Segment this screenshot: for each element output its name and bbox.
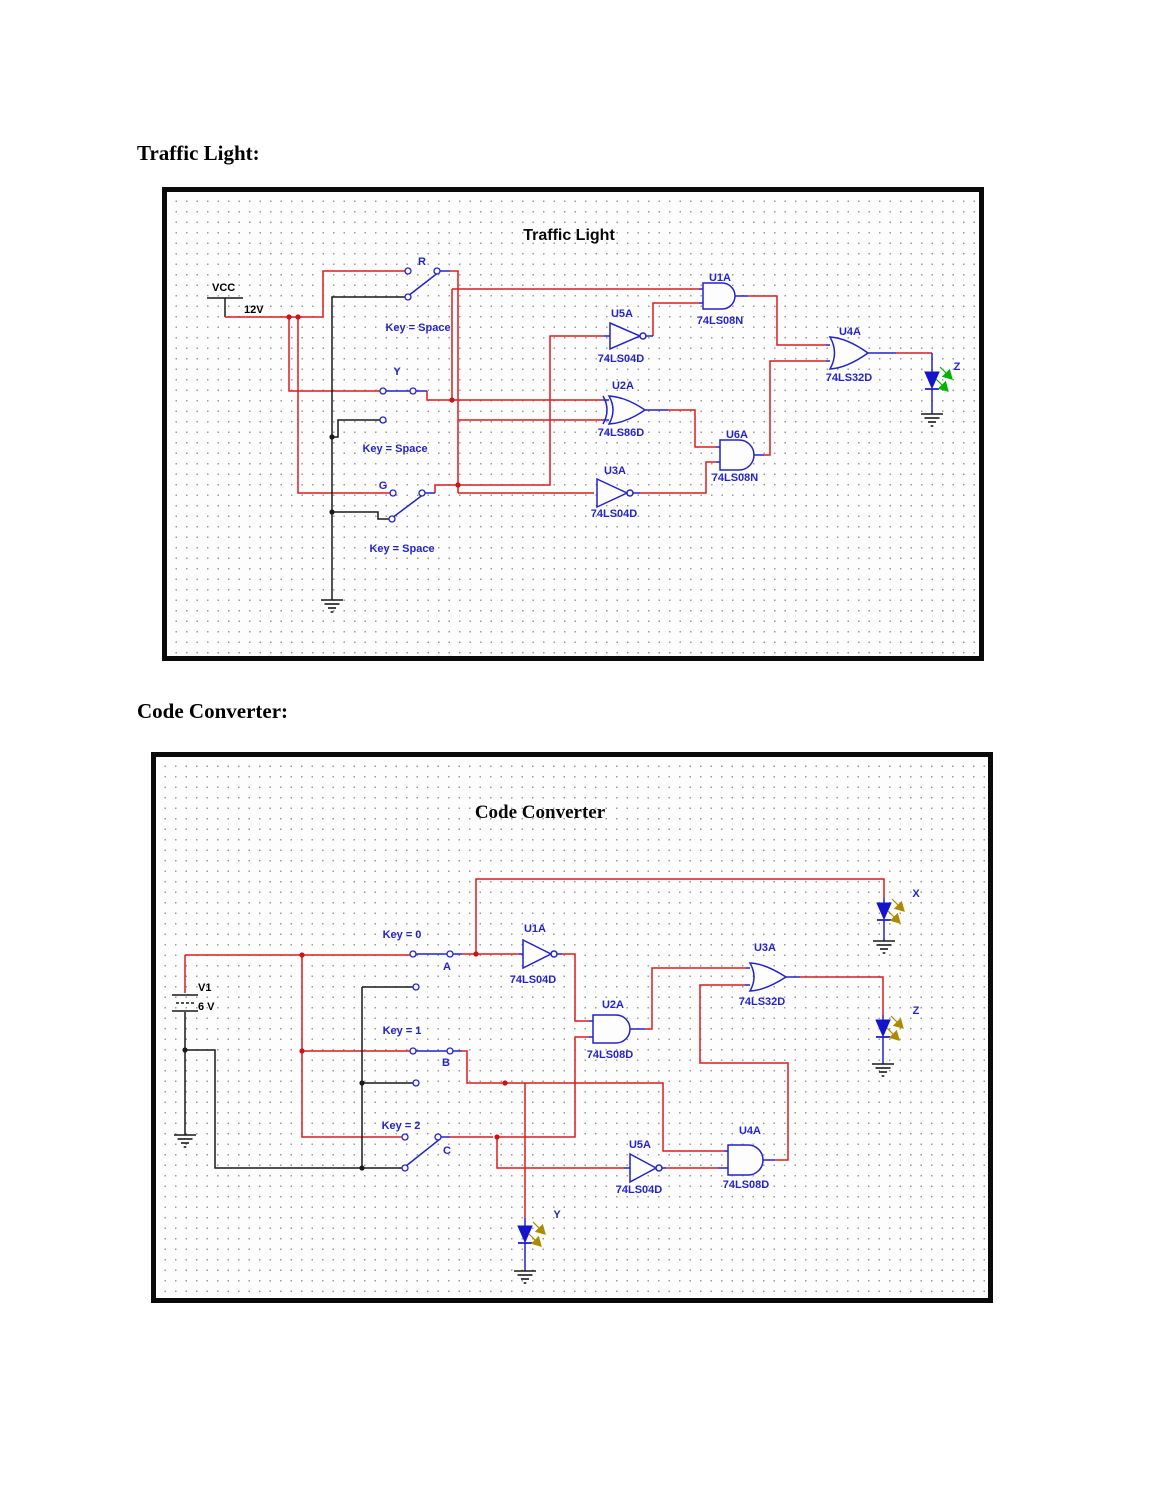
gate-ref: U6A <box>725 429 749 441</box>
gate-u4a-or <box>826 326 873 384</box>
switch-c <box>382 1120 451 1171</box>
led-z-label: Z <box>912 1005 920 1017</box>
gate-ref: U3A <box>753 942 777 954</box>
ground-symbol <box>873 941 895 953</box>
switch-g <box>369 480 434 555</box>
switch-g-name: G <box>378 480 388 492</box>
gate-part: 74LS08N <box>696 315 744 327</box>
code-converter-figure <box>151 752 993 1303</box>
switch-b <box>383 1025 453 1086</box>
gate-part: 74LS04D <box>590 508 638 520</box>
switch-a-name: A <box>443 961 451 973</box>
heading-code-converter: Code Converter: <box>137 699 289 723</box>
gate-ref: U1A <box>523 923 547 935</box>
gate-ref: U2A <box>611 380 635 392</box>
led-emission-arrows <box>936 367 952 391</box>
vcc-label: VCC <box>212 282 236 294</box>
gate-part: 74LS04D <box>615 1184 663 1196</box>
gate-u6a-and <box>712 429 759 484</box>
traffic-light-schematic <box>167 192 979 656</box>
heading-traffic-light: Traffic Light: <box>137 141 260 165</box>
switch-b-key: Key = 1 <box>382 1025 422 1037</box>
gate-ref: U5A <box>628 1139 652 1151</box>
traffic-light-figure <box>162 187 984 661</box>
gate-ref: U4A <box>738 1125 762 1137</box>
gate-part: 74LS86D <box>597 427 645 439</box>
switch-r-name: R <box>418 256 426 268</box>
gate-ref: U5A <box>610 308 634 320</box>
switch-a-key: Key = 0 <box>382 929 422 941</box>
gate-part: 74LS08D <box>586 1049 634 1061</box>
switch-y <box>362 366 427 455</box>
gate-ref: U3A <box>603 465 627 477</box>
code-converter-schematic <box>156 757 988 1298</box>
ground-symbol <box>321 600 343 612</box>
switch-c-key: Key = 2 <box>381 1120 421 1132</box>
ground-wires <box>185 987 413 1168</box>
ground-symbol <box>921 414 943 426</box>
switch-b-name: B <box>442 1057 450 1069</box>
vcc-source <box>207 282 264 317</box>
gate-part: 74LS04D <box>597 353 645 365</box>
ground-symbol <box>174 1135 196 1147</box>
gate-ref: U2A <box>601 999 625 1011</box>
switch-r <box>385 256 450 334</box>
traffic-light-title: Traffic Light <box>523 227 615 244</box>
switch-a <box>383 929 453 990</box>
ground-symbol <box>514 1271 536 1283</box>
gate-u1a-and <box>697 272 744 327</box>
ground-symbol <box>872 1064 894 1076</box>
gate-part: 74LS04D <box>509 974 557 986</box>
gate-part: 74LS08N <box>711 472 759 484</box>
gate-part: 74LS32D <box>738 996 786 1008</box>
switch-r-key: Key = Space <box>385 322 451 334</box>
vcc-voltage: 12V <box>244 304 264 316</box>
switch-y-name: Y <box>393 366 401 378</box>
switch-g-key: Key = Space <box>369 543 435 555</box>
switch-y-key: Key = Space <box>362 443 428 455</box>
gate-u3a-not <box>591 465 638 520</box>
led-z <box>925 361 961 391</box>
switch-c-name: C <box>443 1145 451 1157</box>
led-x-label: X <box>912 888 920 900</box>
battery-voltage: 6 V <box>198 1001 215 1013</box>
battery-ref: V1 <box>198 982 212 994</box>
led-y-label: Y <box>553 1209 561 1221</box>
battery-v1 <box>172 982 215 1013</box>
led-z-label: Z <box>953 361 961 373</box>
gate-part: 74LS32D <box>825 372 873 384</box>
gate-u3a-or <box>739 942 786 1008</box>
gate-ref: U1A <box>708 272 732 284</box>
code-converter-title: Code Converter <box>474 802 606 823</box>
gate-u2a-and <box>587 999 634 1061</box>
gate-part: 74LS08D <box>722 1179 770 1191</box>
gate-u4a-and <box>723 1125 770 1191</box>
gate-u2a-xor <box>598 380 645 439</box>
gate-ref: U4A <box>838 326 862 338</box>
